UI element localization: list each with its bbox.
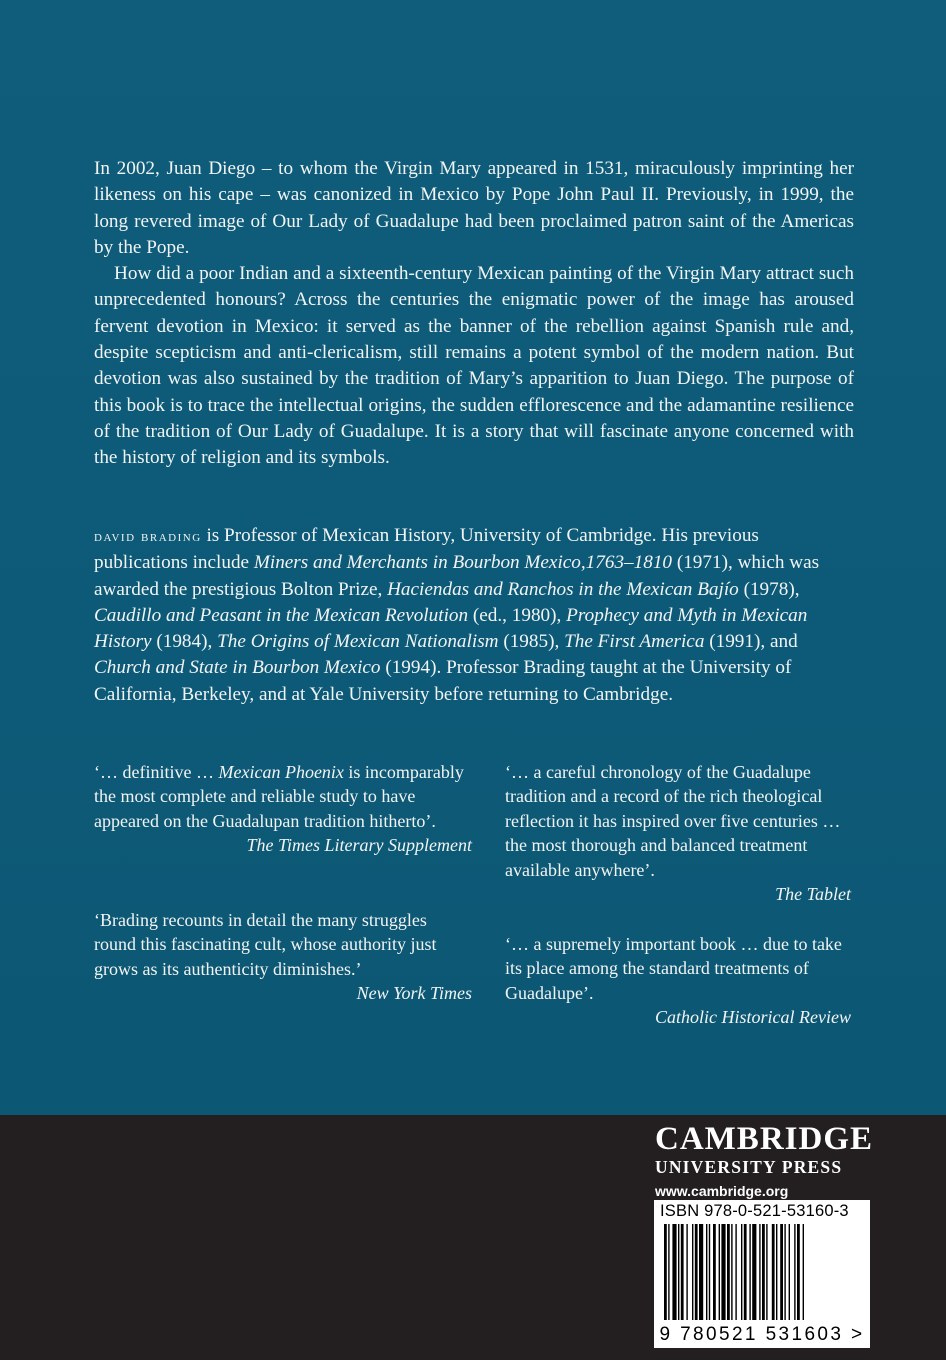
bio-text: (1978), bbox=[738, 578, 800, 600]
blurb-paragraph-1: In 2002, Juan Diego – to whom the Virgin Mary appeared in 1531, miraculously imprinting her likeness on his cape – was canonized in Mexico by Pope John Paul II. Previously, in 1999, the long revered image of Our Lady of Guadalupe had been proclaimed patron saint of the Americas by the Pope. bbox=[94, 158, 854, 258]
book-title: Miners and Merchants in Bourbon Mexico,1763–1810 bbox=[253, 552, 673, 574]
quote-text: ‘… a careful chronology of the Guadalupe tradition and a record of the rich theological reflection it has inspired over five centuries … the most thorough and balanced treatment available anywhere’. bbox=[505, 762, 841, 880]
book-title: The Origins of Mexican Nationalism bbox=[217, 631, 499, 653]
review-quote-chr bbox=[505, 932, 851, 1030]
quote-text: ‘Brading recounts in detail the many struggles round this fascinating cult, whose authority just grows as its authenticity diminishes.’ bbox=[94, 910, 437, 979]
isbn-text: ISBN 978-0-521-53160-3 bbox=[660, 1202, 849, 1220]
blurb-paragraph-2: How did a poor Indian and a sixteenth-century Mexican painting of the Virgin Mary attract such unprecedented honours? Across the centuries the enigmatic power of the image has aroused fervent devotion in Mexico: it served as the banner of the rebellion against Spanish rule and, despite scepticism and anti-clericalism, still remains a potent symbol of the modern nation. But devotion was also sustained by the tradition of Mary’s apparition to Juan Diego. The purpose of this book is to trace the intellectual origins, the sudden efflorescence and the adamantine resilience of the tradition of Our Lady of Guadalupe. It is a story that will fascinate anyone concerned with the history of religion and its symbols. bbox=[94, 263, 854, 469]
book-title: Prophecy and Myth in Mexican History bbox=[94, 604, 808, 653]
book-title: Caudillo and Peasant in the Mexican Revolution bbox=[94, 604, 469, 626]
blurb bbox=[94, 156, 854, 472]
bio-text: is Professor of Mexican History, University of Cambridge. His previous publications include bbox=[94, 525, 759, 574]
bio-text: (ed., 1980), bbox=[468, 604, 567, 626]
publisher-subtitle: UNIVERSITY PRESS bbox=[655, 1157, 843, 1177]
book-title: Haciendas and Ranchos in the Mexican Bajío bbox=[387, 578, 739, 600]
barcode-digits: 9 780521 531603 > bbox=[659, 1324, 865, 1345]
bio-text: (1971), which was awarded the prestigious Bolton Prize, bbox=[94, 552, 820, 600]
bio-text: (1994). Professor Brading taught at the University of California, Berkeley, and at Yale University before returning to Cambridge. bbox=[94, 657, 792, 705]
book-title: Church and State in Bourbon Mexico bbox=[94, 657, 381, 679]
review-quote-tablet bbox=[505, 760, 851, 906]
book-title: The First America bbox=[564, 631, 705, 653]
quote-text: ‘… a supremely important book … due to take its place among the standard treatments of Guadalupe’. bbox=[505, 934, 842, 1003]
publisher-name: CAMBRIDGE bbox=[655, 1121, 874, 1157]
publisher-url: www.cambridge.org bbox=[655, 1183, 789, 1199]
quote-text: ‘… definitive … bbox=[94, 762, 219, 782]
review-quote-nyt bbox=[94, 908, 472, 1006]
quote-source: Catholic Historical Review bbox=[655, 1007, 851, 1028]
barcode-icon bbox=[658, 1224, 866, 1324]
publisher-logo bbox=[655, 1121, 874, 1202]
quote-book-title: Mexican Phoenix bbox=[218, 762, 344, 782]
bio-text: (1991), and bbox=[704, 631, 798, 653]
author-name: david brading bbox=[94, 528, 202, 545]
bio-text: (1984), bbox=[151, 631, 218, 653]
review-quote-tls bbox=[94, 760, 472, 858]
quote-source: The Times Literary Supplement bbox=[246, 835, 472, 856]
quote-text: is incomparably the most complete and reliable study to have appeared on the Guadalupan tradition hitherto’. bbox=[94, 762, 464, 831]
author-bio bbox=[94, 523, 854, 708]
isbn-barcode bbox=[654, 1200, 870, 1348]
bio-text: (1985), bbox=[498, 631, 565, 653]
quote-source: New York Times bbox=[356, 983, 472, 1004]
quote-source: The Tablet bbox=[775, 884, 851, 905]
